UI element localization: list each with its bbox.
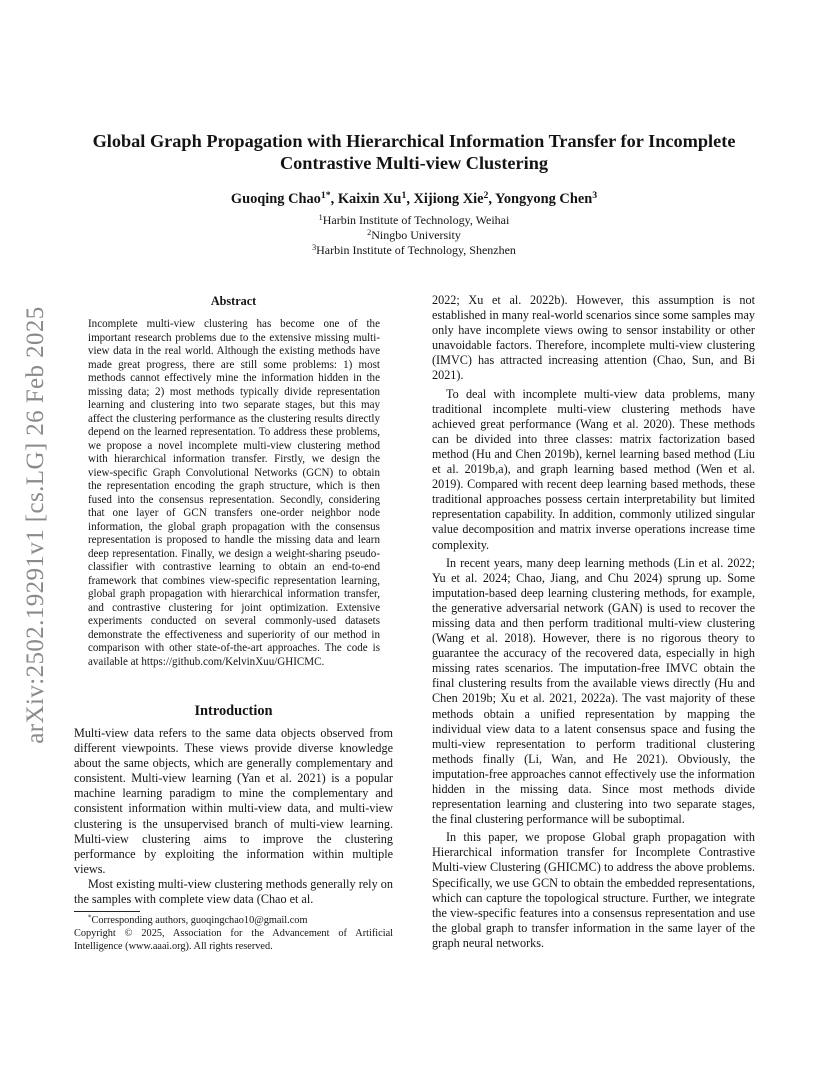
paragraph: To deal with incomplete multi-view data problems, many traditional incomplete multi-view clustering methods have achieved great performance (Wang et al. 2020). These methods can be divided into three classes: matrix factorization based method (Hu and Chen 2019b), kernel learning based method (Liu et al. 2019b,a), and graph learning based method (Wen et al. 2019). Compared with recent deep learning based methods, these traditional approaches possess certain interpretability but limited representation capability. In addition, commonly utilized singular value decomposition and matrix inverse operations increase time complexity. xyxy=(432,386,755,552)
affiliation-line xyxy=(60,243,768,258)
affiliation-superscript: 2 xyxy=(367,227,372,237)
footnote-mark: * xyxy=(88,913,92,922)
affiliation-text: Ningbo University xyxy=(371,228,461,242)
abstract-heading: Abstract xyxy=(210,294,257,308)
affiliation-text: Harbin Institute of Technology, Weihai xyxy=(322,213,510,227)
affiliation-line xyxy=(60,228,768,243)
author-name: Yongyong Chen xyxy=(495,191,593,207)
paragraph: 2022; Xu et al. 2022b). However, this assumption is not established in many real-world scenarios since some samples may only have incomplete views owing to sensor instability or other unavoidable factors. Therefore, incomplete multi-view clustering (IMVC) has attracted increasing attention (Chao, Sun, and Bi 2021). xyxy=(432,293,755,383)
paper-title: Global Graph Propagation with Hierarchical Information Transfer for Incomplete Contrastive Multi-view Clustering xyxy=(92,131,736,173)
affiliation-line xyxy=(60,213,768,228)
paragraph: Multi-view data refers to the same data objects observed from different viewpoints. These views provide diverse knowledge about the same objects, which are generally complementary and consistent. Multi-view learning (Yan et al. 2021) is a popular machine learning paradigm to mine the complementary and consistent information within multi-view data, and multi-view clustering is the unsupervised branch of multi-view learning. Multi-view clustering aims to improve the clustering performance by exploiting the information within multiple views. xyxy=(74,726,393,876)
affiliation-superscript: 1 xyxy=(318,212,323,222)
author-name: Guoqing Chao xyxy=(230,191,321,207)
author-name: Xijiong Xie xyxy=(413,191,484,207)
abstract-text: Incomplete multi-view clustering has become one of the important research problems due to the extensive missing multi-view data in the real world. Although the existing methods have made great progress, there are still some problems: 1) most methods cannot effectively mine the information hidden in the missing data; 2) most methods typically divide representation learning and clustering into two separate stages, but this may affect the clustering performance as the clustering results directly depend on the learned representation. To address these problems, we propose a novel incomplete multi-view clustering method with hierarchical information transfer. Firstly, we design the view-specific Graph Convolutional Networks (GCN) to obtain the representation encoding the graph structure, which is then fused into the consensus representation. Secondly, considering that one layer of GCN transfers one-order neighbor node information, the global graph propagation with the consensus representation is proposed to handle the missing data and learn deep representation. Finally, we design a weight-sharing pseudo-classifier with contrastive learning to obtain an end-to-end framework that combines view-specific representation learning, global graph propagation with hierarchical information transfer, and contrastive clustering for joint optimization. Extensive experiments conducted on several commonly-used datasets demonstrate the effectiveness and superiority of our method in comparison with other state-of-the-art approaches. The code is available at https://github.com/KelvinXuu/GHICMC. xyxy=(88,318,380,668)
author-superscript: 1* xyxy=(320,190,331,202)
introduction-body xyxy=(74,726,393,907)
footnote-divider xyxy=(74,911,140,912)
arxiv-sidebar-stamp xyxy=(13,287,59,763)
author-name: Kaixin Xu xyxy=(337,191,402,207)
author-list: Guoqing Chao$^{1*}$, Kaixin Xu$^1$, Xijiong Xie$^2$, Yongyong Chen$^3$ xyxy=(230,190,598,207)
author-superscript: 2 xyxy=(483,190,489,202)
introduction-heading: Introduction xyxy=(194,703,273,719)
right-column-body xyxy=(432,293,755,951)
corresponding-author-footnote xyxy=(74,914,393,927)
arxiv-identifier: arXiv:2502.19291v1 [cs.LG] 26 Feb 2025 xyxy=(22,306,49,744)
paragraph: Most existing multi-view clustering methods generally rely on the samples with complete view data (Chao et al. xyxy=(74,876,393,907)
affiliation-text: Harbin Institute of Technology, Shenzhen xyxy=(316,243,516,257)
footnote-text: Corresponding authors, guoqingchao10@gmail.com xyxy=(91,915,308,926)
author-superscript: 3 xyxy=(592,190,598,202)
paragraph: In recent years, many deep learning methods (Lin et al. 2022; Yu et al. 2024; Chao, Jiang, and Chu 2024) sprung up. Some imputation-based deep learning clustering methods, for example, the generative adversarial network (GAN) is used to recover the missing data and then perform traditional multi-view clustering (Wang et al. 2018). However, there is no rigorous theory to guarantee the accuracy of the recovered data, especially in high missing rates scenarios. The imputation-free IMVC obtain the final clustering results from the available views directly (Hu and Chen 2019b; Xu et al. 2021, 2022a). The vast majority of these methods obtain a unified representation by mapping the individual view data to a latent consensus space and fusing the multi-view representation to perform traditional clustering methods finally (Li, Wan, and He 2021). Obviously, the imputation-free approaches cannot effectively use the information hidden in the missing data. Since most methods divide representation learning and clustering into two separate stages, the final clustering performance will be suboptimal. xyxy=(432,555,755,827)
copyright-notice: Copyright © 2025, Association for the Advancement of Artificial Intelligence (www.aaai.org). All rights reserved. xyxy=(74,928,393,952)
affiliation-superscript: 3 xyxy=(312,242,317,252)
author-superscript: 1 xyxy=(401,190,407,202)
paragraph: In this paper, we propose Global graph propagation with Hierarchical information transfer for Incomplete Contrastive Multi-view Clustering (GHICMC) to address the above problems. Specifically, we use GCN to obtain the embedded representations, which can capture the topological structure. Further, we integrate the view-specific features into a consensus representation and use the global graph to transfer information in the same layer of the graph neural networks. xyxy=(432,830,755,950)
